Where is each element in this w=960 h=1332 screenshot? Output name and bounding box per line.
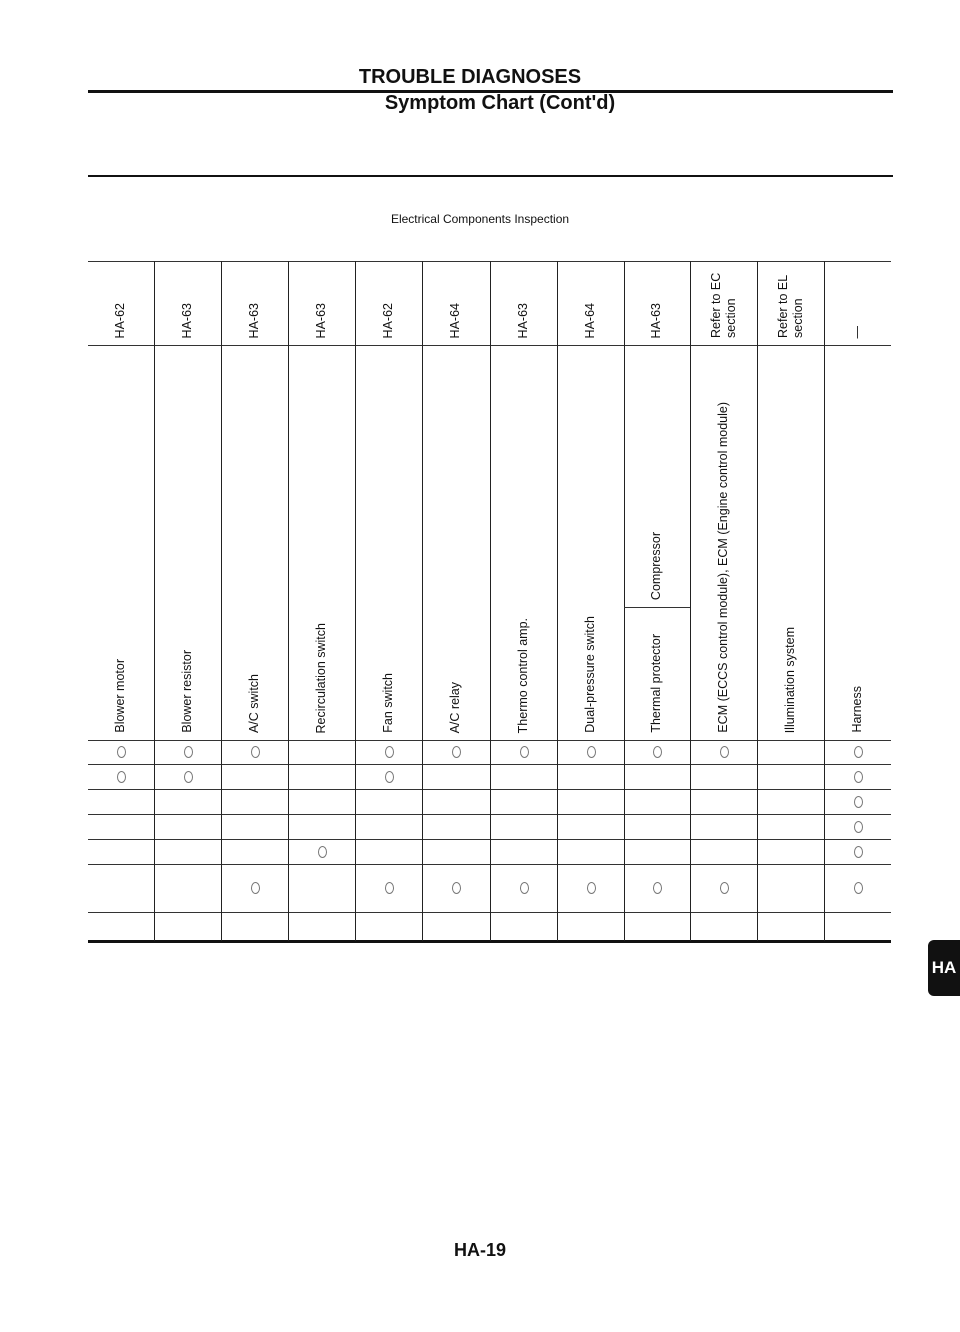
check-circle	[520, 746, 529, 758]
check-circle	[854, 821, 863, 833]
column-divider	[490, 261, 491, 941]
column-ref: HA-64	[448, 302, 462, 338]
page-subtitle: Symptom Chart (Cont'd)	[384, 92, 616, 114]
column-ref: —	[849, 325, 864, 338]
column-name: Illumination system	[782, 626, 797, 733]
check-circle	[117, 746, 126, 758]
check-circle	[385, 882, 394, 894]
column-name: A/C switch	[246, 673, 261, 733]
check-circle	[184, 746, 193, 758]
column-name: Fan switch	[380, 673, 395, 733]
column-ref: HA-63	[515, 302, 530, 338]
column-name: A/C relay	[448, 681, 462, 733]
check-circle	[854, 846, 863, 858]
check-circle	[587, 882, 596, 894]
check-circle	[117, 771, 126, 783]
check-circle	[520, 882, 529, 894]
column-ref: Refer to EL section	[775, 275, 805, 338]
section-tab: HA	[928, 940, 960, 996]
column-ref: HA-63	[313, 302, 328, 338]
check-circle	[854, 746, 863, 758]
check-circle	[854, 882, 863, 894]
column-divider	[824, 261, 825, 941]
column-name: Harness	[849, 686, 864, 733]
check-circle	[653, 882, 662, 894]
column-ref: HA-63	[246, 302, 261, 338]
column-ref: HA-62	[380, 302, 395, 338]
check-circle	[251, 746, 260, 758]
column-name: Blower resistor	[179, 650, 194, 733]
column-divider	[624, 261, 625, 941]
column-divider	[757, 261, 758, 941]
check-circle	[587, 746, 596, 758]
column-name-secondary: Compressor	[649, 531, 663, 600]
page-title: TROUBLE DIAGNOSES	[358, 66, 582, 88]
column-divider	[690, 261, 691, 941]
column-divider	[288, 261, 289, 941]
check-circle	[251, 882, 260, 894]
check-circle	[854, 796, 863, 808]
check-circle	[653, 746, 662, 758]
column-divider	[154, 261, 155, 941]
check-circle	[720, 882, 729, 894]
section-rule	[88, 175, 893, 177]
column-name: Thermo control amp.	[515, 617, 530, 733]
column-ref: HA-63	[179, 302, 194, 338]
column-ref: Refer to EC section	[708, 272, 738, 338]
column-name: Dual-pressure switch	[582, 616, 597, 733]
check-circle	[452, 746, 461, 758]
column-divider	[422, 261, 423, 941]
split-divider	[624, 607, 690, 608]
column-divider	[557, 261, 558, 941]
column-ref: HA-64	[582, 302, 597, 338]
page-number: HA-19	[453, 1240, 506, 1260]
column-divider	[355, 261, 356, 941]
column-name: Recirculation switch	[313, 622, 328, 733]
column-name: Thermal protector	[649, 634, 663, 733]
table-caption: Electrical Components Inspection	[390, 212, 570, 226]
column-ref: HA-63	[649, 302, 663, 338]
check-circle	[184, 771, 193, 783]
check-circle	[385, 746, 394, 758]
check-circle	[854, 771, 863, 783]
column-name: ECM (ECCS control module), ECM (Engine control module)	[715, 402, 730, 733]
column-divider	[221, 261, 222, 941]
check-circle	[720, 746, 729, 758]
check-circle	[452, 882, 461, 894]
check-circle	[385, 771, 394, 783]
column-ref: HA-62	[113, 302, 127, 338]
column-name: Blower motor	[113, 659, 127, 733]
check-circle	[318, 846, 327, 858]
